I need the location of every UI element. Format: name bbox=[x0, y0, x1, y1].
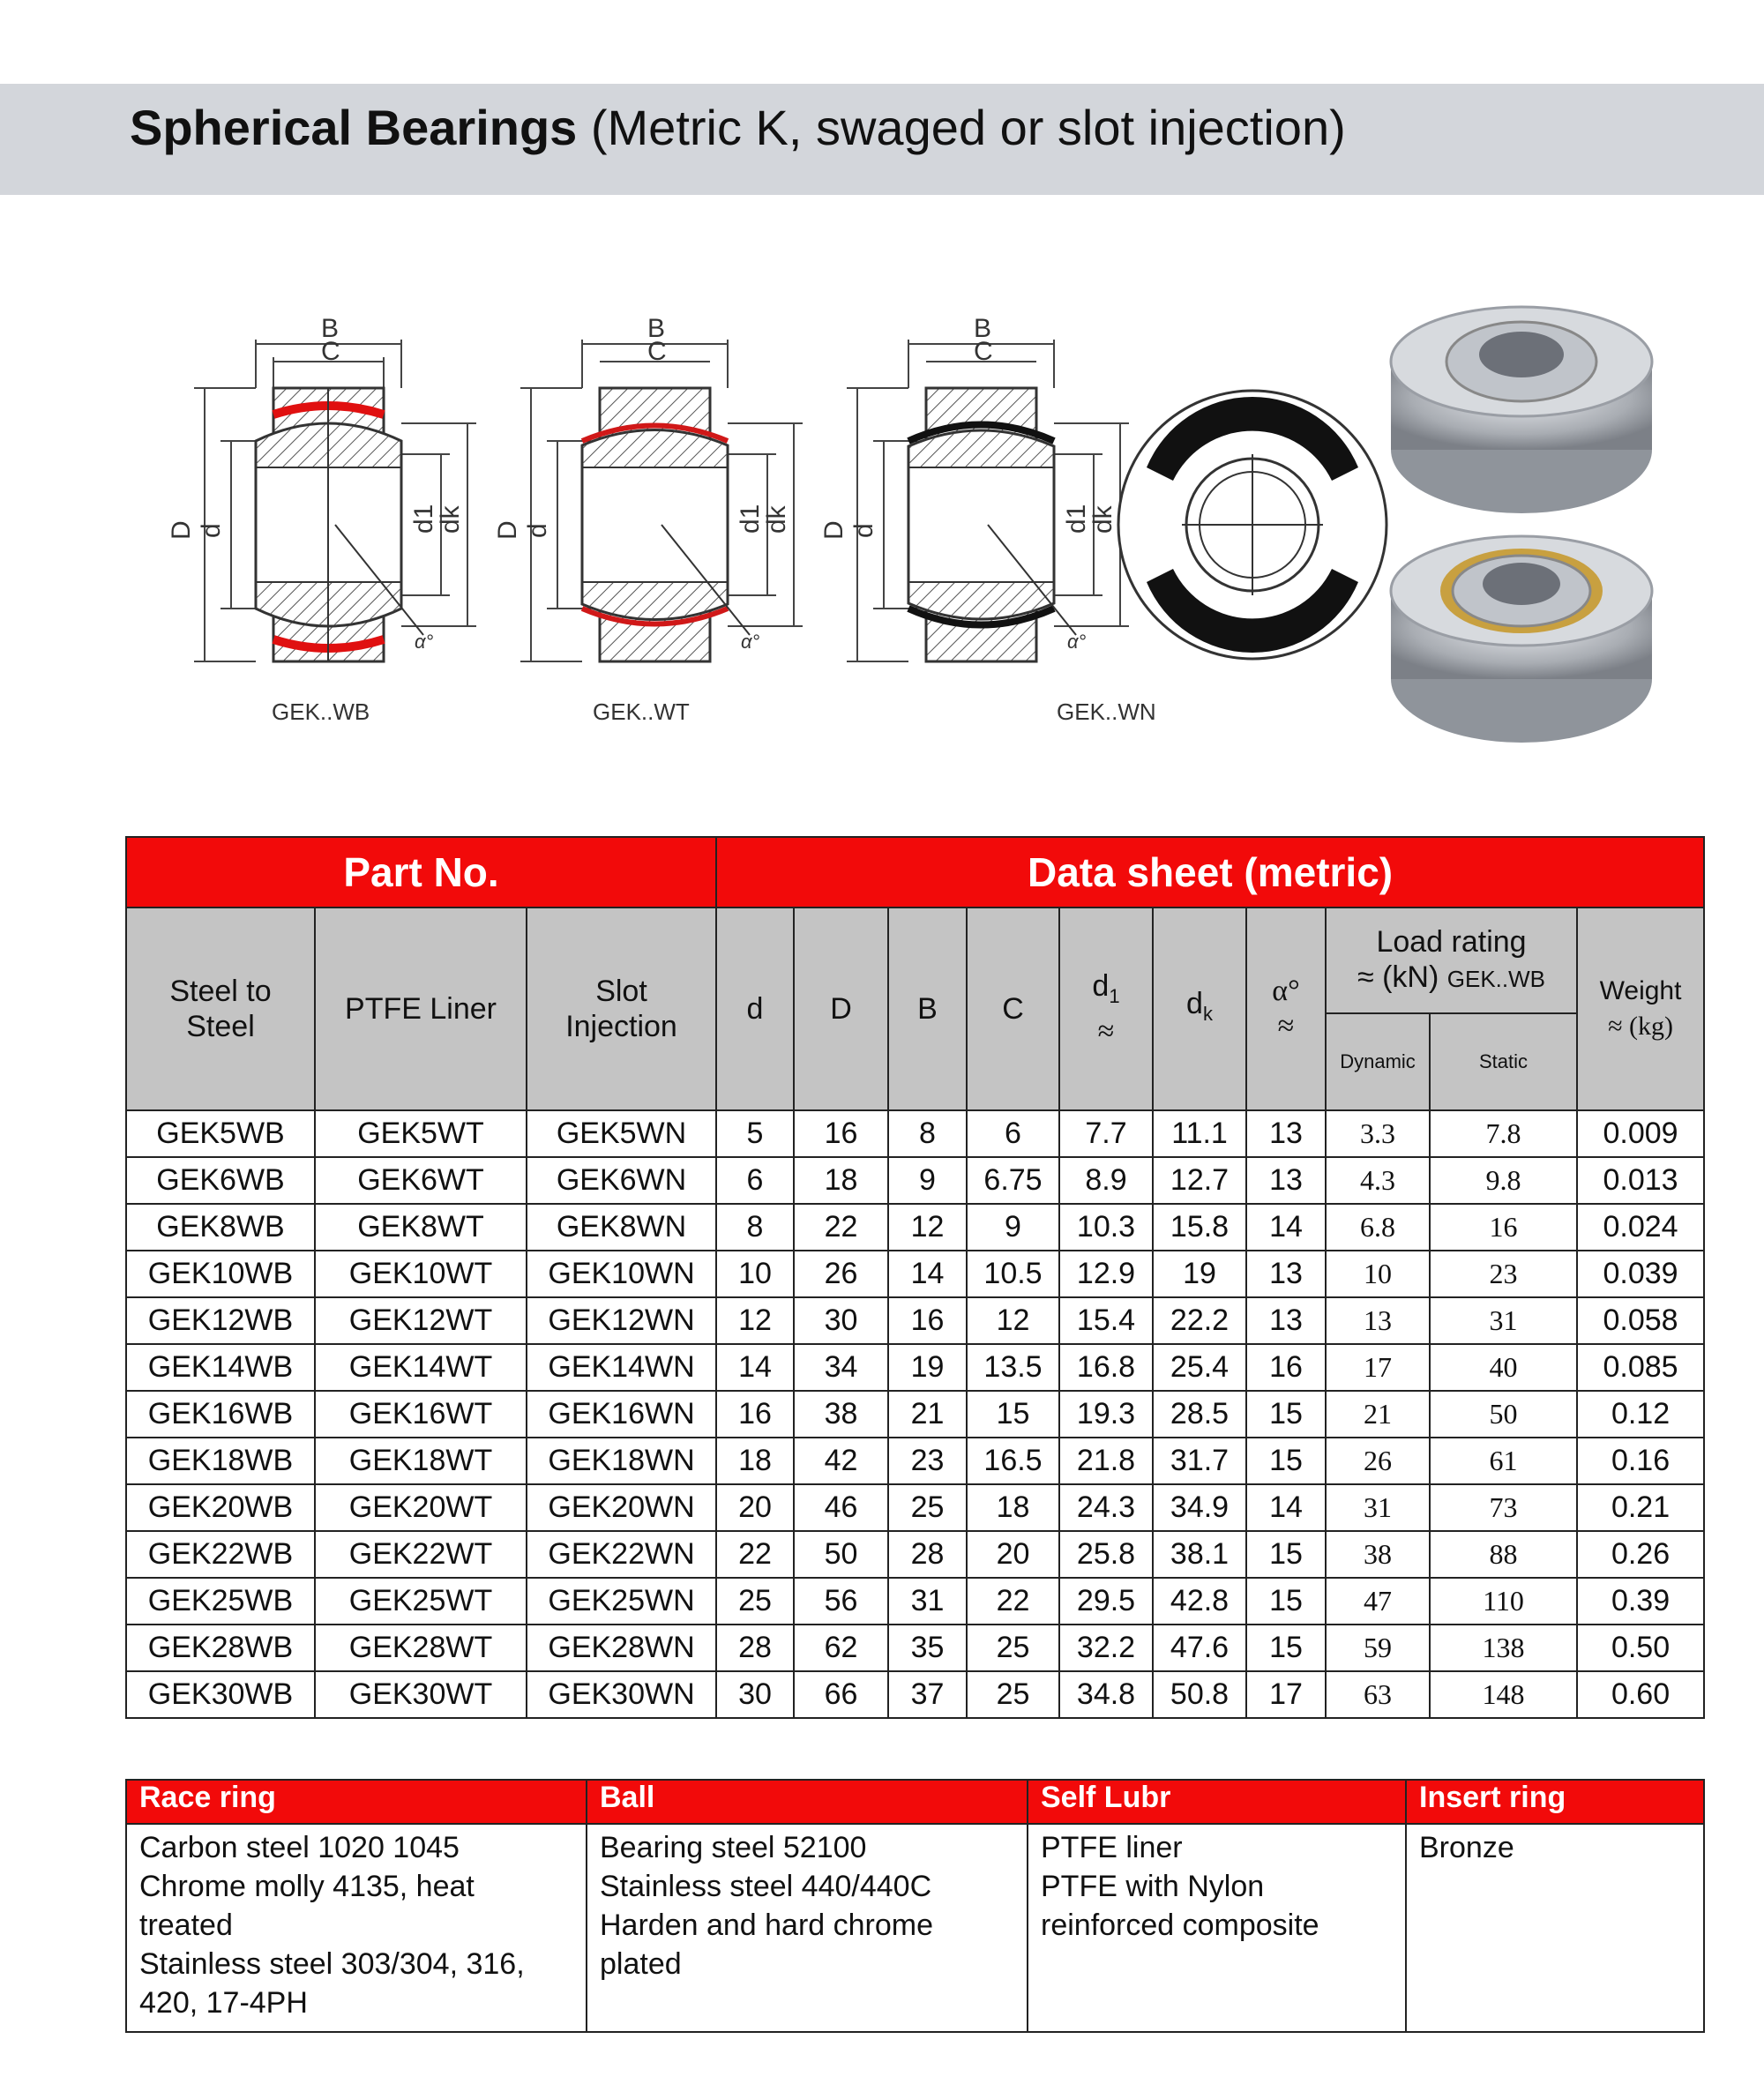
table-cell: 16 bbox=[716, 1391, 794, 1438]
diagram-wt bbox=[493, 314, 803, 661]
table-cell: GEK18WN bbox=[527, 1438, 716, 1484]
table-row bbox=[126, 1110, 1704, 1157]
title-rest: (Metric K, swaged or slot injection) bbox=[590, 100, 1346, 155]
table-cell: 25.8 bbox=[1059, 1531, 1153, 1578]
table-cell: 61 bbox=[1430, 1438, 1577, 1484]
svg-text:B: B bbox=[321, 314, 340, 343]
table-cell: 30 bbox=[794, 1297, 888, 1344]
svg-text:C: C bbox=[321, 337, 340, 366]
table-cell: 0.013 bbox=[1577, 1157, 1704, 1204]
table-cell: 46 bbox=[794, 1484, 888, 1531]
col-D: D bbox=[794, 908, 888, 1110]
title-bold: Spherical Bearings bbox=[130, 100, 578, 155]
table-cell: 13 bbox=[1326, 1297, 1430, 1344]
table-cell: GEK16WN bbox=[527, 1391, 716, 1438]
table-cell: GEK10WB bbox=[126, 1251, 315, 1297]
table-cell: 6.8 bbox=[1326, 1204, 1430, 1251]
table-cell: GEK22WB bbox=[126, 1531, 315, 1578]
table-cell: 13 bbox=[1246, 1251, 1326, 1297]
svg-text:B: B bbox=[974, 314, 992, 343]
col-slot: Slot Injection bbox=[527, 908, 716, 1110]
page-title bbox=[130, 94, 1346, 161]
table-cell: 0.21 bbox=[1577, 1484, 1704, 1531]
mat-line: Harden and hard chrome plated bbox=[600, 1908, 934, 1981]
table-cell: 34.9 bbox=[1153, 1484, 1246, 1531]
table-cell: GEK5WT bbox=[315, 1110, 527, 1157]
table-cell: 24.3 bbox=[1059, 1484, 1153, 1531]
table-cell: GEK6WB bbox=[126, 1157, 315, 1204]
diagram-label-wb: GEK..WB bbox=[272, 698, 370, 725]
table-cell: 10 bbox=[1326, 1251, 1430, 1297]
table-cell: 28 bbox=[888, 1531, 967, 1578]
table-row bbox=[126, 1344, 1704, 1391]
table-cell: 14 bbox=[716, 1344, 794, 1391]
table-cell: 12.7 bbox=[1153, 1157, 1246, 1204]
table-row bbox=[126, 1671, 1704, 1718]
col-dynamic: Dynamic bbox=[1326, 1013, 1430, 1110]
svg-text:C: C bbox=[647, 337, 667, 366]
table-cell: 6 bbox=[967, 1110, 1059, 1157]
table-cell: 0.024 bbox=[1577, 1204, 1704, 1251]
table-cell: GEK5WB bbox=[126, 1110, 315, 1157]
weight-line1: Weight bbox=[1599, 976, 1682, 1005]
table-cell: 19 bbox=[888, 1344, 967, 1391]
table-cell: GEK30WB bbox=[126, 1671, 315, 1718]
diagram-label-wn: GEK..WN bbox=[1057, 698, 1156, 725]
table-cell: 40 bbox=[1430, 1344, 1577, 1391]
svg-text:C: C bbox=[974, 337, 993, 366]
table-cell: 138 bbox=[1430, 1625, 1577, 1671]
mat-line: PTFE liner bbox=[1041, 1831, 1183, 1864]
table-cell: 13 bbox=[1246, 1110, 1326, 1157]
table-cell: 25.4 bbox=[1153, 1344, 1246, 1391]
mat-line: Bronze bbox=[1419, 1831, 1514, 1864]
mat-header-ball: Ball bbox=[587, 1780, 1028, 1824]
table-cell: 59 bbox=[1326, 1625, 1430, 1671]
table-cell: 15.4 bbox=[1059, 1297, 1153, 1344]
table-cell: 21 bbox=[888, 1391, 967, 1438]
table-cell: 10.3 bbox=[1059, 1204, 1153, 1251]
table-cell: 19.3 bbox=[1059, 1391, 1153, 1438]
table-cell: 4.3 bbox=[1326, 1157, 1430, 1204]
svg-text:α°: α° bbox=[1067, 631, 1087, 653]
svg-text:d1: d1 bbox=[1062, 504, 1091, 534]
table-cell: 0.16 bbox=[1577, 1438, 1704, 1484]
svg-text:dk: dk bbox=[1088, 505, 1117, 534]
table-cell: 50 bbox=[1430, 1391, 1577, 1438]
table-cell: 25 bbox=[967, 1671, 1059, 1718]
table-cell: GEK18WT bbox=[315, 1438, 527, 1484]
table-cell: 26 bbox=[1326, 1438, 1430, 1484]
table-cell: GEK22WN bbox=[527, 1531, 716, 1578]
table-cell: GEK25WB bbox=[126, 1578, 315, 1625]
col-load-rating bbox=[1326, 908, 1577, 1013]
mat-header-insert-ring: Insert ring bbox=[1406, 1780, 1704, 1824]
table-row bbox=[126, 1157, 1704, 1204]
table-cell: 10 bbox=[716, 1251, 794, 1297]
table-cell: GEK8WN bbox=[527, 1204, 716, 1251]
table-cell: GEK16WB bbox=[126, 1391, 315, 1438]
col-d: d bbox=[716, 908, 794, 1110]
svg-text:B: B bbox=[647, 314, 666, 343]
mat-self-lubr bbox=[1028, 1824, 1406, 2032]
table-cell: 62 bbox=[794, 1625, 888, 1671]
table-cell: 110 bbox=[1430, 1578, 1577, 1625]
col-d1-label: $d_1$ bbox=[1092, 969, 1120, 1007]
table-cell: GEK16WT bbox=[315, 1391, 527, 1438]
col-dk: $d_k$ bbox=[1153, 908, 1246, 1110]
table-row bbox=[126, 1251, 1704, 1297]
table-cell: GEK8WB bbox=[126, 1204, 315, 1251]
svg-text:α°: α° bbox=[741, 631, 760, 653]
table-cell: 34.8 bbox=[1059, 1671, 1153, 1718]
table-cell: 38 bbox=[1326, 1531, 1430, 1578]
table-cell: GEK6WT bbox=[315, 1157, 527, 1204]
table-cell: 35 bbox=[888, 1625, 967, 1671]
col-weight bbox=[1577, 908, 1704, 1110]
bearing-photo-top bbox=[1391, 307, 1652, 513]
table-cell: 28 bbox=[716, 1625, 794, 1671]
table-cell: 18 bbox=[716, 1438, 794, 1484]
table-cell: 0.085 bbox=[1577, 1344, 1704, 1391]
col-d1 bbox=[1059, 908, 1153, 1110]
table-row bbox=[126, 1484, 1704, 1531]
table-cell: 16.5 bbox=[967, 1438, 1059, 1484]
table-cell: 10.5 bbox=[967, 1251, 1059, 1297]
table-cell: 18 bbox=[794, 1157, 888, 1204]
table-cell: 32.2 bbox=[1059, 1625, 1153, 1671]
table-cell: 0.50 bbox=[1577, 1625, 1704, 1671]
table-row bbox=[126, 1438, 1704, 1484]
table-cell: 0.039 bbox=[1577, 1251, 1704, 1297]
table-cell: 9.8 bbox=[1430, 1157, 1577, 1204]
table-cell: GEK22WT bbox=[315, 1531, 527, 1578]
table-row bbox=[126, 1297, 1704, 1344]
table-cell: 12 bbox=[716, 1297, 794, 1344]
table-cell: 25 bbox=[716, 1578, 794, 1625]
table-cell: 25 bbox=[888, 1484, 967, 1531]
mat-insert-ring bbox=[1406, 1824, 1704, 2032]
table-cell: 50 bbox=[794, 1531, 888, 1578]
table-cell: GEK18WB bbox=[126, 1438, 315, 1484]
table-cell: GEK30WT bbox=[315, 1671, 527, 1718]
table-body bbox=[126, 1110, 1704, 1718]
col-d1-approx: ≈ bbox=[1097, 1014, 1115, 1048]
table-cell: 30 bbox=[716, 1671, 794, 1718]
table-cell: 0.60 bbox=[1577, 1671, 1704, 1718]
bearing-data-table bbox=[125, 836, 1705, 1719]
table-cell: 15.8 bbox=[1153, 1204, 1246, 1251]
table-cell: GEK10WT bbox=[315, 1251, 527, 1297]
table-cell: 56 bbox=[794, 1578, 888, 1625]
table-row bbox=[126, 1625, 1704, 1671]
bearing-diagrams bbox=[159, 291, 1676, 750]
table-cell: 21 bbox=[1326, 1391, 1430, 1438]
data-sheet-header: Data sheet (metric) bbox=[716, 837, 1704, 908]
table-cell: GEK28WB bbox=[126, 1625, 315, 1671]
table-cell: 18 bbox=[967, 1484, 1059, 1531]
svg-text:d1: d1 bbox=[736, 504, 765, 534]
table-cell: 22 bbox=[794, 1204, 888, 1251]
col-steel: Steel to Steel bbox=[126, 908, 315, 1110]
wn-slot-view bbox=[1118, 391, 1387, 659]
svg-text:d: d bbox=[849, 523, 878, 538]
table-cell: 25 bbox=[967, 1625, 1059, 1671]
table-cell: 31.7 bbox=[1153, 1438, 1246, 1484]
table-cell: GEK25WN bbox=[527, 1578, 716, 1625]
table-cell: 7.7 bbox=[1059, 1110, 1153, 1157]
mat-header-race-ring: Race ring bbox=[126, 1780, 587, 1824]
table-cell: 14 bbox=[1246, 1484, 1326, 1531]
diagram-svg bbox=[159, 291, 1676, 750]
table-cell: 16.8 bbox=[1059, 1344, 1153, 1391]
table-cell: 66 bbox=[794, 1671, 888, 1718]
table-cell: 6 bbox=[716, 1157, 794, 1204]
table-cell: 34 bbox=[794, 1344, 888, 1391]
table-row bbox=[126, 1531, 1704, 1578]
table-cell: 13 bbox=[1246, 1297, 1326, 1344]
table-cell: GEK14WT bbox=[315, 1344, 527, 1391]
table-cell: GEK10WN bbox=[527, 1251, 716, 1297]
load-unit: ≈ (kN) bbox=[1357, 960, 1439, 994]
table-cell: 42 bbox=[794, 1438, 888, 1484]
table-cell: 14 bbox=[888, 1251, 967, 1297]
table-cell: 8.9 bbox=[1059, 1157, 1153, 1204]
table-cell: 31 bbox=[1326, 1484, 1430, 1531]
load-line2 bbox=[1327, 960, 1576, 997]
table-cell: 8 bbox=[888, 1110, 967, 1157]
table-cell: GEK20WT bbox=[315, 1484, 527, 1531]
col-alpha-label: α° bbox=[1272, 975, 1300, 1007]
col-B: B bbox=[888, 908, 967, 1110]
table-cell: 0.058 bbox=[1577, 1297, 1704, 1344]
table-cell: 3.3 bbox=[1326, 1110, 1430, 1157]
mat-race-ring bbox=[126, 1824, 587, 2032]
svg-text:D: D bbox=[493, 520, 522, 540]
col-static: Static bbox=[1430, 1013, 1577, 1110]
part-no-header: Part No. bbox=[126, 837, 716, 908]
table-cell: 50.8 bbox=[1153, 1671, 1246, 1718]
diagram-wb bbox=[167, 314, 476, 661]
table-cell: 16 bbox=[888, 1297, 967, 1344]
table-cell: 16 bbox=[794, 1110, 888, 1157]
table-cell: 8 bbox=[716, 1204, 794, 1251]
mat-line: PTFE with Nylon reinforced composite bbox=[1041, 1870, 1319, 1942]
mat-line: Stainless steel 440/440C bbox=[600, 1870, 932, 1903]
table-cell: 0.26 bbox=[1577, 1531, 1704, 1578]
materials-table bbox=[125, 1779, 1705, 2033]
table-cell: 15 bbox=[1246, 1391, 1326, 1438]
table-cell: GEK30WN bbox=[527, 1671, 716, 1718]
col-C: C bbox=[967, 908, 1059, 1110]
diagram-wn bbox=[819, 314, 1129, 661]
table-cell: 15 bbox=[1246, 1438, 1326, 1484]
table-cell: 5 bbox=[716, 1110, 794, 1157]
table-cell: 42.8 bbox=[1153, 1578, 1246, 1625]
table-cell: 13 bbox=[1246, 1157, 1326, 1204]
svg-text:D: D bbox=[819, 520, 848, 540]
table-cell: 38 bbox=[794, 1391, 888, 1438]
table-cell: 21.8 bbox=[1059, 1438, 1153, 1484]
col-alpha bbox=[1246, 908, 1326, 1110]
mat-line: Chrome molly 4135, heat treated bbox=[139, 1870, 475, 1942]
table-cell: 0.39 bbox=[1577, 1578, 1704, 1625]
svg-text:d: d bbox=[197, 523, 226, 538]
table-cell: 47 bbox=[1326, 1578, 1430, 1625]
mat-line: Bearing steel 52100 bbox=[600, 1831, 867, 1864]
table-cell: 12 bbox=[888, 1204, 967, 1251]
table-cell: 15 bbox=[1246, 1531, 1326, 1578]
table-cell: GEK12WN bbox=[527, 1297, 716, 1344]
table-cell: 12 bbox=[967, 1297, 1059, 1344]
weight-line2: ≈ (kg) bbox=[1608, 1012, 1674, 1041]
table-cell: 15 bbox=[967, 1391, 1059, 1438]
table-cell: 0.12 bbox=[1577, 1391, 1704, 1438]
table-cell: 47.6 bbox=[1153, 1625, 1246, 1671]
table-cell: GEK25WT bbox=[315, 1578, 527, 1625]
table-cell: 22 bbox=[716, 1531, 794, 1578]
table-cell: 19 bbox=[1153, 1251, 1246, 1297]
bearing-photo-bottom bbox=[1391, 536, 1652, 743]
table-cell: 23 bbox=[888, 1438, 967, 1484]
table-cell: GEK12WT bbox=[315, 1297, 527, 1344]
table-cell: 7.8 bbox=[1430, 1110, 1577, 1157]
table-cell: 17 bbox=[1246, 1671, 1326, 1718]
table-cell: 15 bbox=[1246, 1578, 1326, 1625]
table-cell: GEK5WN bbox=[527, 1110, 716, 1157]
table-cell: GEK14WN bbox=[527, 1344, 716, 1391]
svg-text:dk: dk bbox=[436, 505, 465, 534]
table-cell: GEK8WT bbox=[315, 1204, 527, 1251]
load-line1: Load rating bbox=[1376, 925, 1527, 959]
table-cell: 29.5 bbox=[1059, 1578, 1153, 1625]
table-cell: 88 bbox=[1430, 1531, 1577, 1578]
mat-line: Stainless steel 303/304, 316, 420, 17-4PH bbox=[139, 1947, 525, 2020]
svg-text:α°: α° bbox=[415, 631, 434, 653]
load-suffix: GEK..WB bbox=[1446, 966, 1546, 992]
table-cell: 31 bbox=[888, 1578, 967, 1625]
table-cell: GEK20WB bbox=[126, 1484, 315, 1531]
table-row bbox=[126, 1391, 1704, 1438]
table-cell: 9 bbox=[967, 1204, 1059, 1251]
table-cell: 63 bbox=[1326, 1671, 1430, 1718]
mat-ball bbox=[587, 1824, 1028, 2032]
table-cell: GEK20WN bbox=[527, 1484, 716, 1531]
table-row bbox=[126, 1578, 1704, 1625]
table-cell: 37 bbox=[888, 1671, 967, 1718]
svg-text:d1: d1 bbox=[409, 504, 438, 534]
mat-line: Carbon steel 1020 1045 bbox=[139, 1831, 460, 1864]
table-cell: 16 bbox=[1246, 1344, 1326, 1391]
mat-header-self-lubr: Self Lubr bbox=[1028, 1780, 1406, 1824]
table-cell: 148 bbox=[1430, 1671, 1577, 1718]
col-ptfe: PTFE Liner bbox=[315, 908, 527, 1110]
table-cell: 28.5 bbox=[1153, 1391, 1246, 1438]
table-cell: 22 bbox=[967, 1578, 1059, 1625]
table-row bbox=[126, 1204, 1704, 1251]
table-cell: 31 bbox=[1430, 1297, 1577, 1344]
table-cell: 38.1 bbox=[1153, 1531, 1246, 1578]
table-cell: 12.9 bbox=[1059, 1251, 1153, 1297]
table-cell: 6.75 bbox=[967, 1157, 1059, 1204]
table-cell: GEK6WN bbox=[527, 1157, 716, 1204]
table-cell: 22.2 bbox=[1153, 1297, 1246, 1344]
table-cell: 13.5 bbox=[967, 1344, 1059, 1391]
table-cell: 73 bbox=[1430, 1484, 1577, 1531]
table-cell: GEK28WT bbox=[315, 1625, 527, 1671]
table-cell: 9 bbox=[888, 1157, 967, 1204]
svg-text:D: D bbox=[167, 520, 196, 540]
table-cell: 20 bbox=[716, 1484, 794, 1531]
svg-text:d: d bbox=[523, 523, 552, 538]
table-cell: 23 bbox=[1430, 1251, 1577, 1297]
svg-text:dk: dk bbox=[762, 505, 791, 534]
table-cell: GEK12WB bbox=[126, 1297, 315, 1344]
table-cell: 26 bbox=[794, 1251, 888, 1297]
table-cell: 15 bbox=[1246, 1625, 1326, 1671]
col-alpha-approx: ≈ bbox=[1277, 1010, 1295, 1042]
table-cell: 0.009 bbox=[1577, 1110, 1704, 1157]
table-cell: 16 bbox=[1430, 1204, 1577, 1251]
table-cell: 14 bbox=[1246, 1204, 1326, 1251]
table-cell: GEK28WN bbox=[527, 1625, 716, 1671]
table-cell: 17 bbox=[1326, 1344, 1430, 1391]
table-cell: 11.1 bbox=[1153, 1110, 1246, 1157]
table-cell: GEK14WB bbox=[126, 1344, 315, 1391]
table-cell: 20 bbox=[967, 1531, 1059, 1578]
diagram-label-wt: GEK..WT bbox=[593, 698, 690, 725]
